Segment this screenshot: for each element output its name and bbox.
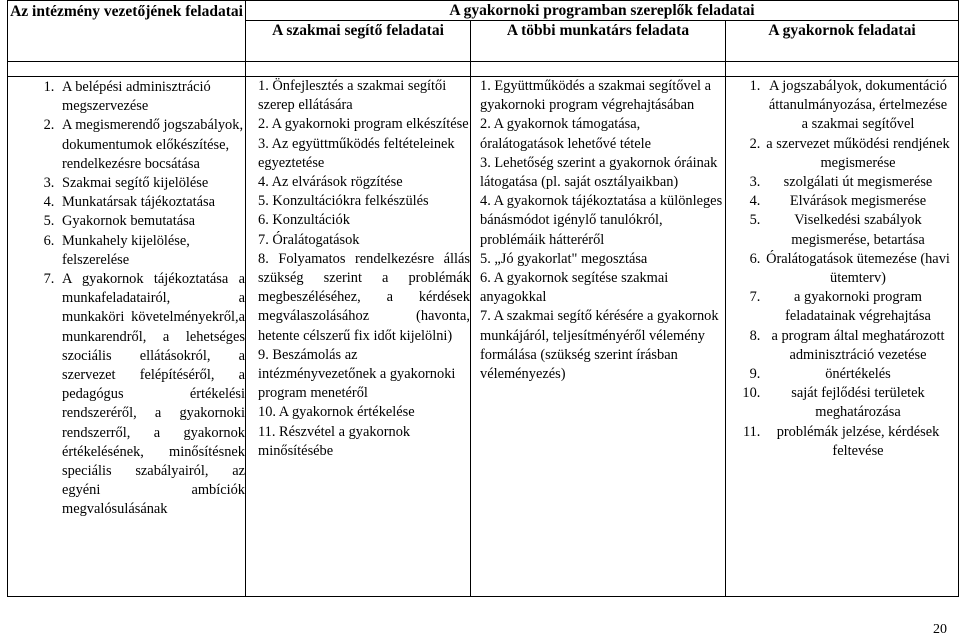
trainee-task-item: 10. saját fejlődési területek meghatározása	[764, 384, 958, 422]
staff-task-item: 2. A gyakornok támogatása, óralátogatások lehetővé tétele	[480, 116, 652, 152]
trainee-task-item: 3. szolgálati út megismerése	[764, 173, 958, 192]
header-col-staff: A többi munkatárs feladata	[471, 21, 726, 62]
roles-table	[7, 0, 959, 597]
trainee-task-item: 7. a gyakornoki program feladatainak végrehajtása	[764, 288, 958, 326]
mentor-task-item: 1. Önfejlesztés a szakmai segítői szerep ellátására	[258, 78, 447, 114]
staff-task-list	[471, 77, 725, 384]
mentor-task-item: 7. Óralátogatások	[258, 231, 360, 248]
col-trainee-tasks	[726, 77, 959, 597]
trainee-task-item: 4. Elvárások megismerése	[764, 192, 958, 211]
staff-task-item: 7. A szakmai segítő kérésére a gyakornok munkájáról, teljesítményéről vélemény formálása (szükség szerint írásban véleményezés)	[480, 308, 719, 383]
staff-task-item: 1. Együttműködés a szakmai segítővel a gyakornoki program végrehajtásában	[480, 78, 711, 114]
trainee-task-item: 1. A jogszabályok, dokumentáció áttanulmányozása, értelmezése a szakmai segítővel	[764, 77, 958, 135]
staff-task-item: 5. „Jó gyakorlat" megosztása	[480, 250, 648, 267]
mentor-task-item: 9. Beszámolás az intézményvezetőnek a gyakornoki program menetéről	[258, 346, 456, 402]
leader-task-item: 2. A megismerendő jogszabályok, dokumentumok előkészítése, rendelkezésre bocsátása	[58, 116, 245, 174]
leader-task-item: 7. A gyakornok tájékoztatása a munkafeladatairól, a munkaköri követelményekről,a munkarendről, a lehetséges szociális ellátásokról, a szervezet felépítéséről, a pedagógus értékelési rendszeréről, a gyakornoki rendszerről, a gyakornok értékelésének, minősítésnek speciális szabályairól, az egyéni ambíciók megvalósulásának	[58, 270, 245, 520]
leader-task-item: 5. Gyakornok bemutatása	[58, 212, 245, 231]
header-col-mentor: A szakmai segítő feladatai	[246, 21, 471, 62]
leader-task-item: 1. A belépési adminisztráció megszervezése	[58, 78, 245, 116]
leader-task-list	[8, 78, 245, 520]
leader-task-item: 4. Munkatársak tájékoztatása	[58, 193, 245, 212]
col-staff-tasks	[471, 77, 726, 597]
trainee-task-item: 11. problémák jelzése, kérdések feltevése	[764, 423, 958, 461]
mentor-task-item: 10. A gyakornok értékelése	[258, 404, 415, 421]
col-leader-tasks	[8, 77, 246, 597]
header-col-leader: Az intézmény vezetőjének feladatai	[8, 1, 246, 62]
header-group-title: A gyakornoki programban szereplők feladatai	[246, 1, 959, 21]
mentor-task-item: 5. Konzultációkra felkészülés	[258, 193, 429, 210]
page-number: 20	[933, 622, 947, 637]
mentor-task-item: 3. Az együttműködés feltételeinek egyeztetése	[258, 135, 455, 171]
mentor-task-item: 4. Az elvárások rögzítése	[258, 174, 403, 191]
trainee-task-item: 2. a szervezet működési rendjének megismerése	[764, 135, 958, 173]
trainee-task-item: 8. a program által meghatározott adminisztráció vezetése	[764, 327, 958, 365]
mentor-task-item: 6. Konzultációk	[258, 212, 350, 229]
trainee-task-item: 5. Viselkedési szabályok megismerése, betartása	[764, 211, 958, 249]
staff-task-item: 3. Lehetőség szerint a gyakornok óráinak látogatása (pl. saját osztályaikban)	[480, 154, 718, 191]
mentor-task-item: 11. Részvétel a gyakornok minősítésébe	[258, 423, 411, 459]
mentor-task-item: 2. A gyakornoki program elkészítése	[258, 116, 469, 133]
col-mentor-tasks	[246, 77, 471, 597]
mentor-task-item: 8. Folyamatos rendelkezésre állás szükség szerint a problémák megbeszéléséhez, a kérdések megválaszolásához (havonta, hetente célszerű fix időt kijelölni)	[258, 250, 470, 344]
staff-task-item: 4. A gyakornok tájékoztatása a különleges bánásmódot igénylő tanulókról, problémáik hátteréről	[480, 193, 723, 248]
trainee-task-item: 9. önértékelés	[764, 365, 958, 384]
leader-task-item: 3. Szakmai segítő kijelölése	[58, 174, 245, 193]
mentor-task-list	[246, 77, 470, 461]
staff-task-item: 6. A gyakornok segítése szakmai anyagokkal	[480, 270, 669, 306]
trainee-task-item: 6. Óralátogatások ütemezése (havi ütemterv)	[764, 250, 958, 288]
header-col-trainee: A gyakornok feladatai	[726, 21, 959, 62]
trainee-task-list	[726, 77, 958, 461]
leader-task-item: 6. Munkahely kijelölése, felszerelése	[58, 232, 245, 270]
